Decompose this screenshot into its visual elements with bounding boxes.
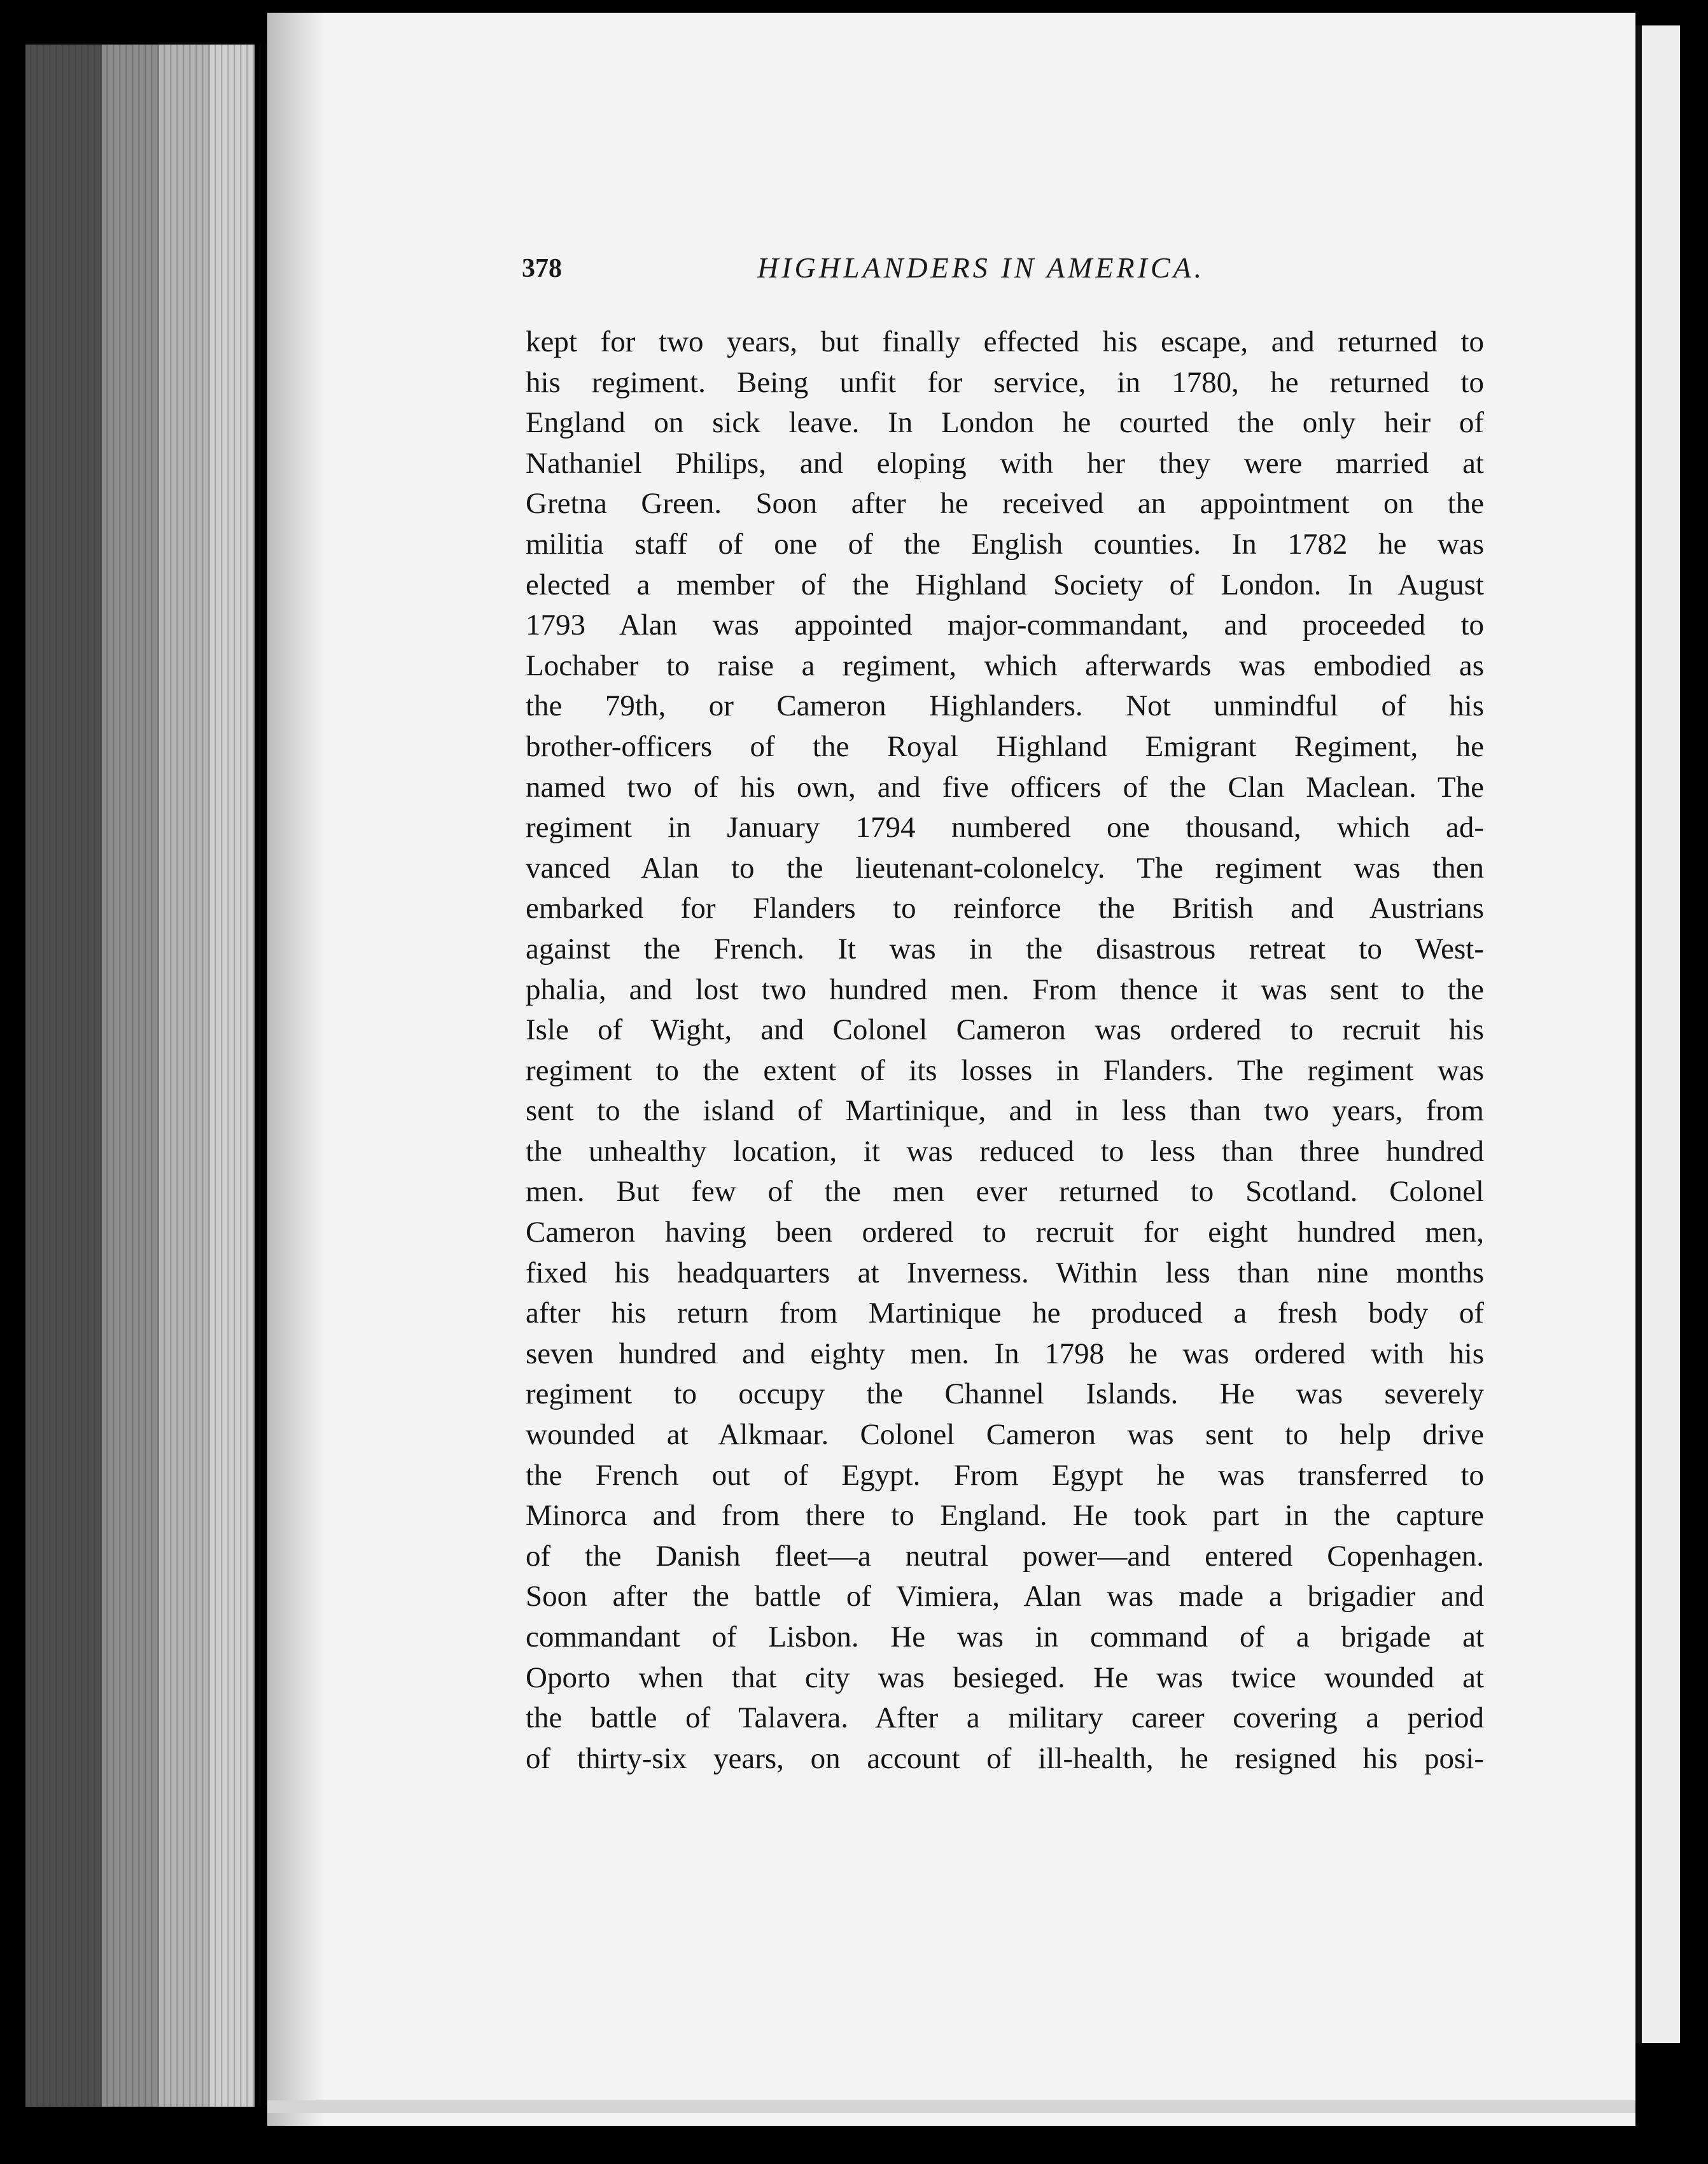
- text-line: sent to the island of Martinique, and in less than two years, from: [526, 1094, 1484, 1128]
- text-line: seven hundred and eighty men. In 1798 he was ordered with his: [526, 1337, 1484, 1370]
- facing-page-edge: [1635, 25, 1680, 2043]
- text-line: kept for two years, but finally effected his escape, and returned to: [526, 325, 1484, 358]
- text-line: regiment to the extent of its losses in Flanders. The regiment was: [526, 1053, 1484, 1087]
- text-line: England on sick leave. In London he courted the only heir of: [526, 406, 1484, 440]
- text-line: regiment to occupy the Channel Islands. He was severely: [526, 1377, 1484, 1411]
- text-line: Oporto when that city was besieged. He was twice wounded at: [526, 1661, 1484, 1694]
- text-line: the French out of Egypt. From Egypt he was transferred to: [526, 1458, 1484, 1492]
- text-line: vanced Alan to the lieutenant-colonelcy. The regiment was then: [526, 851, 1484, 885]
- page-header: [522, 248, 1273, 293]
- text-line: Gretna Green. Soon after he received an appointment on the: [526, 487, 1484, 521]
- page-number: 378: [522, 254, 562, 283]
- text-line: wounded at Alkmaar. Colonel Cameron was sent to help drive: [526, 1418, 1484, 1452]
- text-line: brother-officers of the Royal Highland Emigrant Regiment, he: [526, 729, 1484, 763]
- text-line: regiment in January 1794 numbered one thousand, which ad-: [526, 811, 1484, 845]
- text-line: commandant of Lisbon. He was in command of a brigade at: [526, 1620, 1484, 1654]
- text-line: embarked for Flanders to reinforce the British and Austrians: [526, 892, 1484, 925]
- page-edge-lines: [25, 45, 280, 2107]
- text-line: against the French. It was in the disastrous retreat to West-: [526, 932, 1484, 966]
- text-line: Nathaniel Philips, and eloping with her they were married at: [526, 446, 1484, 480]
- text-line: Lochaber to raise a regiment, which afterwards was embodied as: [526, 649, 1484, 682]
- text-line: of the Danish fleet—a neutral power—and entered Copenhagen.: [526, 1539, 1484, 1573]
- text-line: named two of his own, and five officers of the Clan Maclean. The: [526, 770, 1484, 804]
- gutter-shadow: [267, 13, 325, 2126]
- text-line: the battle of Talavera. After a military career covering a period: [526, 1701, 1484, 1735]
- text-line: phalia, and lost two hundred men. From thence it was sent to the: [526, 973, 1484, 1006]
- running-head: HIGHLANDERS IN AMERICA.: [757, 251, 1205, 284]
- text-line: elected a member of the Highland Society of London. In August: [526, 568, 1484, 601]
- text-line: Soon after the battle of Vimiera, Alan was made a brigadier and: [526, 1580, 1484, 1613]
- text-line: Isle of Wight, and Colonel Cameron was ordered to recruit his: [526, 1013, 1484, 1047]
- text-line: 1793 Alan was appointed major-commandant, and proceeded to: [526, 608, 1484, 642]
- text-line: of thirty-six years, on account of ill-health, he resigned his posi-: [526, 1741, 1484, 1775]
- body-text: [526, 322, 1484, 1779]
- text-line: Cameron having been ordered to recruit for eight hundred men,: [526, 1216, 1484, 1249]
- text-line: militia staff of one of the English counties. In 1782 he was: [526, 527, 1484, 561]
- text-line: the unhealthy location, it was reduced to less than three hundred: [526, 1134, 1484, 1168]
- text-line: the 79th, or Cameron Highlanders. Not unmindful of his: [526, 689, 1484, 723]
- text-line: after his return from Martinique he produced a fresh body of: [526, 1296, 1484, 1330]
- text-line: fixed his headquarters at Inverness. Within less than nine months: [526, 1256, 1484, 1289]
- text-line: his regiment. Being unfit for service, in 1780, he returned to: [526, 365, 1484, 399]
- page-bottom-edge: [267, 2100, 1635, 2113]
- text-line: men. But few of the men ever returned to Scotland. Colonel: [526, 1175, 1484, 1209]
- text-line: Minorca and from there to England. He took part in the capture: [526, 1499, 1484, 1533]
